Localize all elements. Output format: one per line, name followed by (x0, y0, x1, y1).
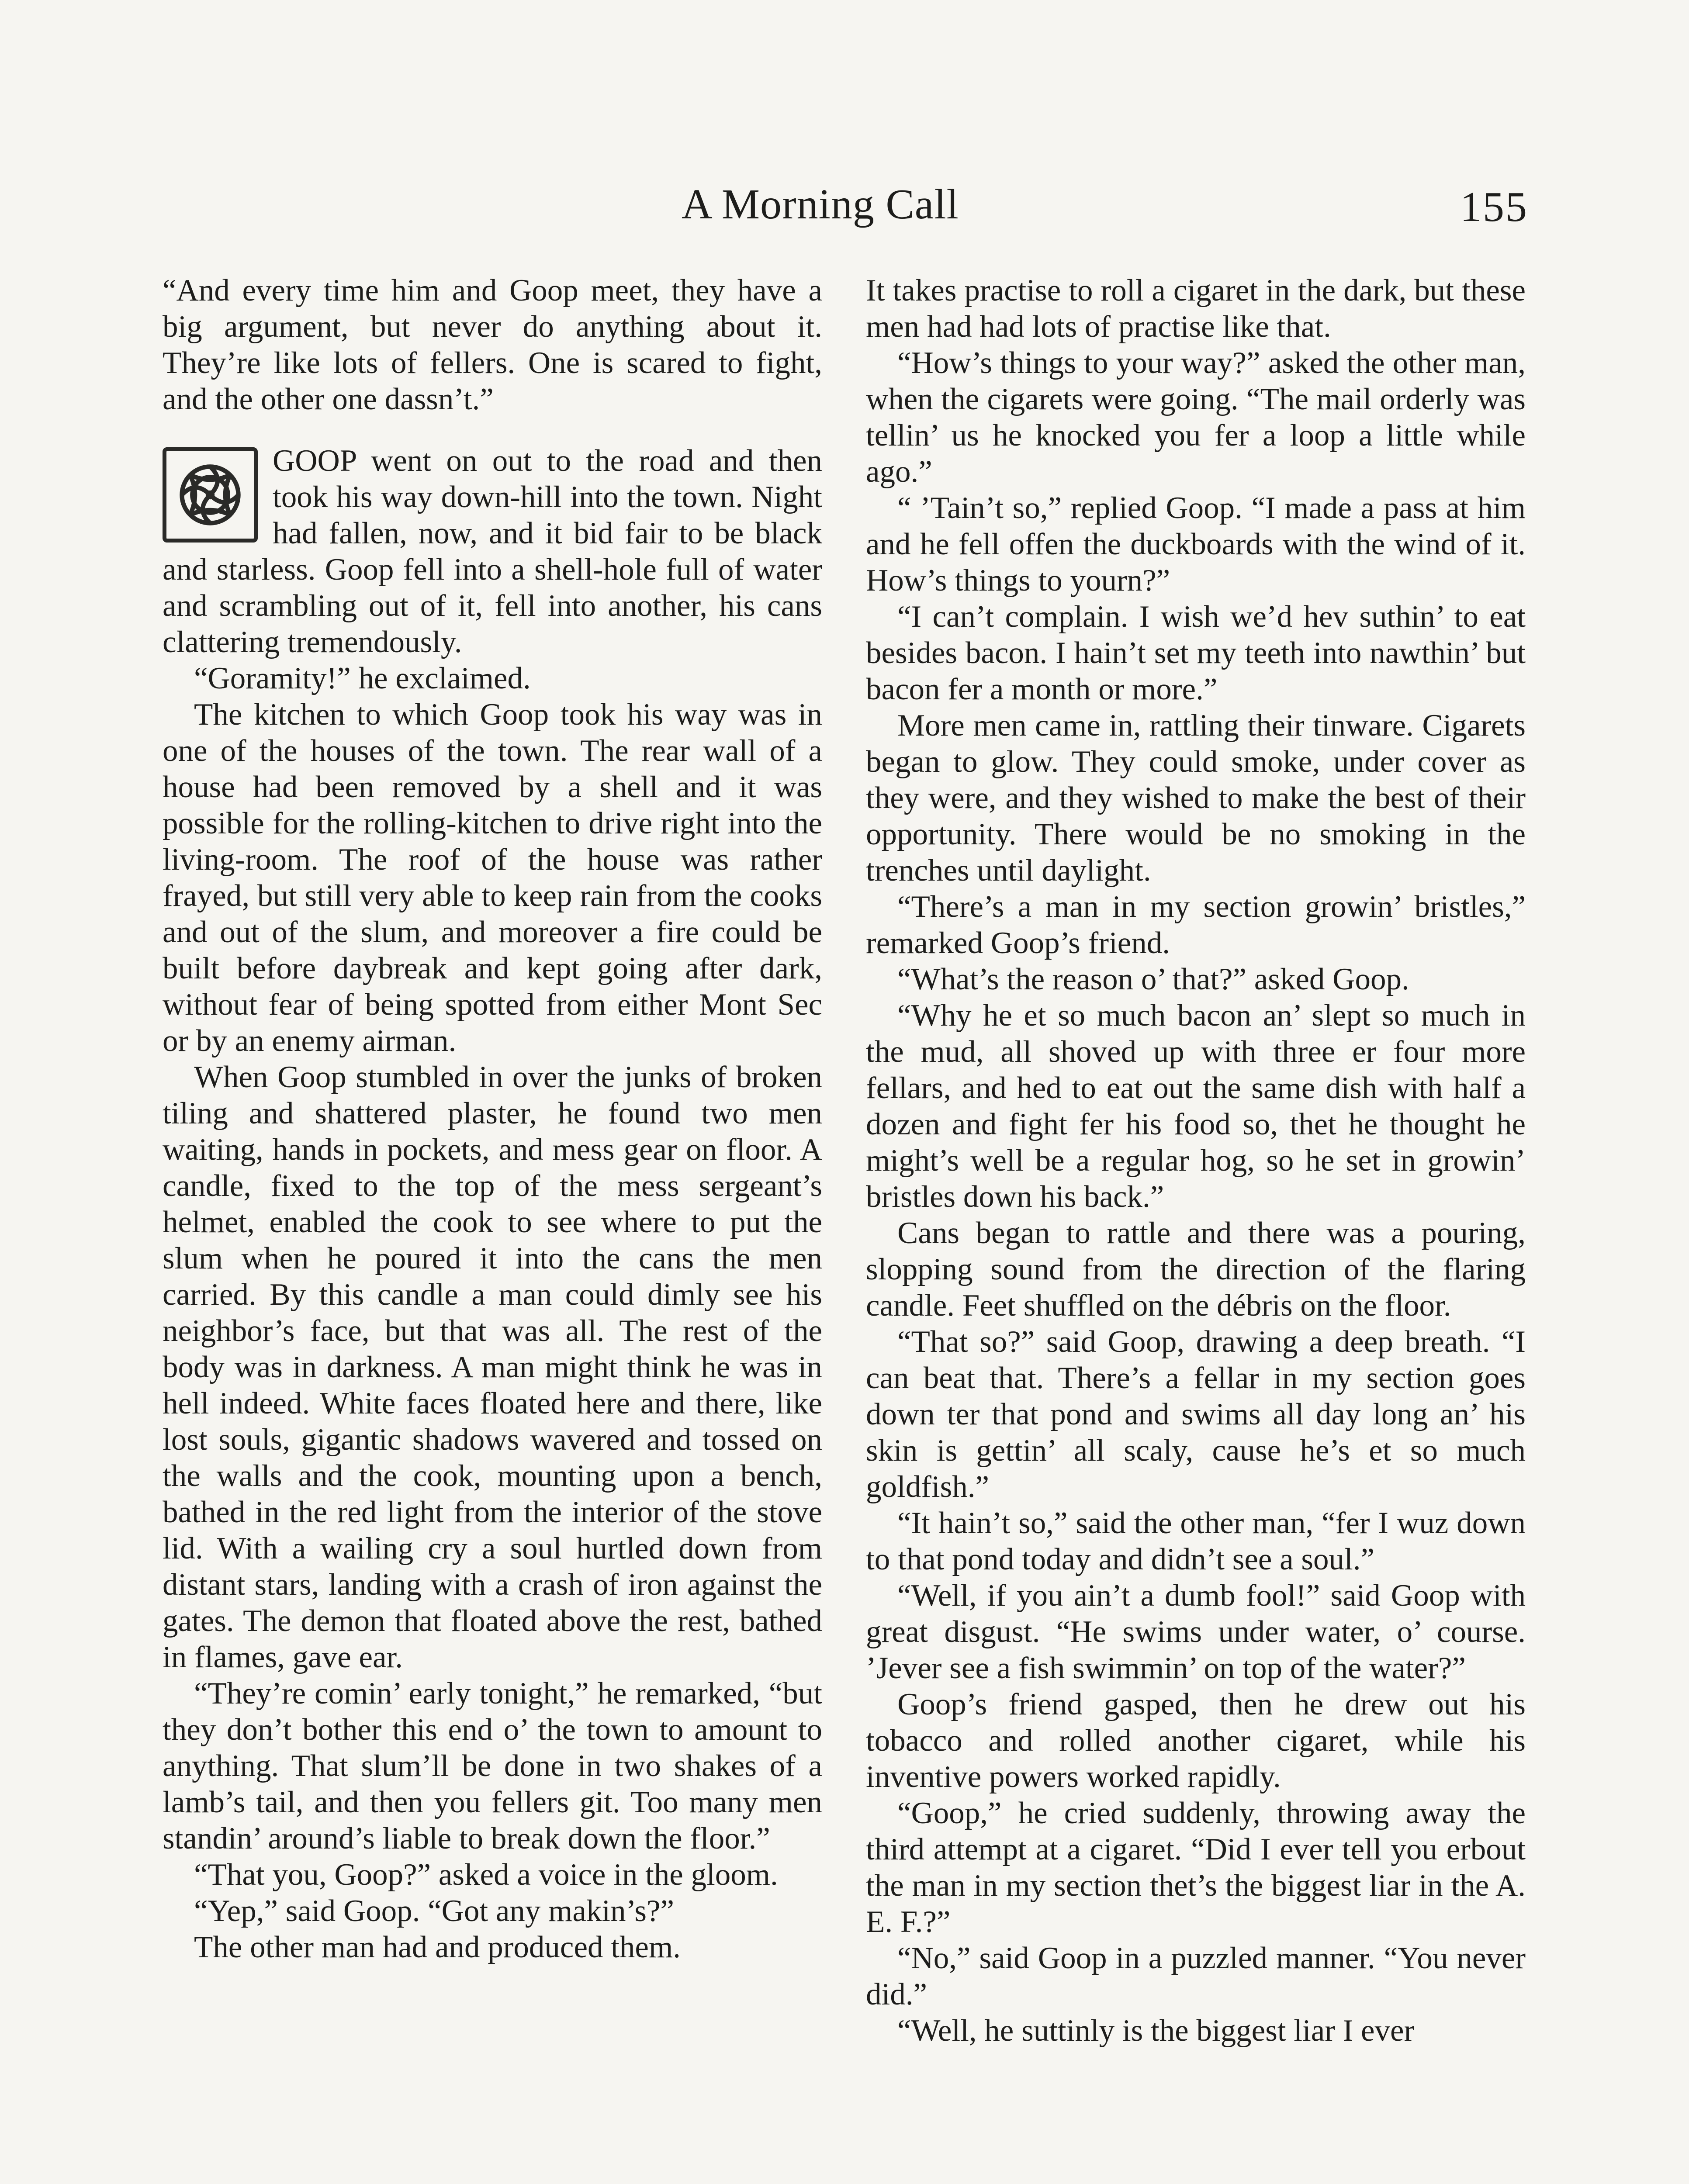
paragraph: “Well, if you ain’t a dumb fool!” said Goop with great disgust. “He swims under water, o’ course. ’Jever see a fish swimmin’ on top of the water?” (866, 1579, 1526, 1685)
section-opening-paragraph (163, 443, 822, 660)
paragraph: “ ’Tain’t so,” replied Goop. “I made a pass at him and he fell offen the duckboards with the wind of it. How’s things to yourn?” (866, 491, 1526, 598)
paragraph: “I can’t complain. I wish we’d hev suthin’ to eat besides bacon. I hain’t set my teeth into nawthin’ but bacon fer a month or more.” (866, 600, 1526, 706)
paragraph: “Why he et so much bacon an’ slept so much in the mud, all shoved up with three er four more fellars, and hed to eat out the same dish with half a dozen and fight fer his food so, thet he thought he might’s well be a regular hog, so he set in growin’ bristles down his back.” (866, 999, 1526, 1214)
paragraph: The other man had and produced them. (194, 1930, 681, 1964)
paragraph: “And every time him and Goop meet, they have a big argument, but never do anything about it. They’re like lots of fellers. One is scared to fight, and the other one dassn’t.” (163, 273, 822, 416)
paragraph: “How’s things to your way?” asked the other man, when the cigarets were going. “The mail orderly was tellin’ us he knocked you fer a loop a little while ago.” (866, 346, 1526, 489)
paragraph: “That so?” said Goop, drawing a deep breath. “I can beat that. There’s a fellar in my section goes down ter that pond and swims all day long an’ his skin is gettin’ all scaly, cause he’s et so much goldfish.” (866, 1325, 1526, 1504)
paragraph: “It hain’t so,” said the other man, “fer I wuz down to that pond today and didn’t see a soul.” (866, 1506, 1526, 1576)
paragraph: The kitchen to which Goop took his way was in one of the houses of the town. The rear wall of a house had been removed by a shell and it was possible for the rolling-kitchen to drive right into the living-room. The roof of the house was rather frayed, but still very able to keep rain from the cooks and out of the slum, and moreover a fire could be built before daybreak and kept going after dark, without fear of being spotted from either Mont Sec or by an enemy airman. (163, 698, 822, 1058)
paragraph: “What’s the reason o’ that?” asked Goop. (897, 962, 1409, 996)
paragraph: “Goramity!” he exclaimed. (194, 661, 531, 695)
running-title: A Morning Call (682, 181, 959, 228)
paragraph: Cans began to rattle and there was a pouring, slopping sound from the direction of the flaring candle. Feet shuffled on the débris on the floor. (866, 1216, 1526, 1323)
paragraph: More men came in, rattling their tinware. Cigarets began to glow. They could smoke, under cover as they were, and they wished to make the best of their opportunity. There would be no smoking in the trenches until daylight. (866, 708, 1526, 888)
paragraph: Goop’s friend gasped, then he drew out his tobacco and rolled another cigaret, while his inventive powers worked rapidly. (866, 1687, 1526, 1794)
paragraph: “Goop,” he cried suddenly, throwing away the third attempt at a cigaret. “Did I ever tell you erbout the man in my section thet’s the biggest liar in the A. E. F.?” (866, 1796, 1526, 1939)
paragraph: “Yep,” said Goop. “Got any makin’s?” (194, 1894, 674, 1928)
running-head (0, 178, 1689, 231)
right-column (866, 273, 1526, 2184)
paragraph: “They’re comin’ early tonight,” he remarked, “but they don’t bother this end o’ the town to amount to anything. That slum’ll be done in two shakes of a lamb’s tail, and then you fellers git. Too many men standin’ around’s liable to break down the floor.” (163, 1676, 822, 1856)
paragraph-text: GOOP went on out to the road and then took his way down-hill into the town. Night had fallen, now, and it bid fair to be black and starless. Goop fell into a shell-hole full of water and scrambling out of it, fell into another, his cans clattering tremendously. (163, 444, 822, 659)
paragraph: “No,” said Goop in a puzzled manner. “You never did.” (866, 1941, 1526, 2011)
page-number: 155 (1460, 183, 1528, 231)
celtic-knot-icon (163, 447, 258, 543)
paragraph: “That you, Goop?” asked a voice in the gloom. (194, 1858, 778, 1892)
paragraph: When Goop stumbled in over the junks of broken tiling and shattered plaster, he found two men waiting, hands in pockets, and mess gear on floor. A candle, fixed to the top of the mess sergeant’s helmet, enabled the cook to see where to put the slum when he poured it into the cans the men carried. By this candle a man could dimly see his neighbor’s face, but that was all. The rest of the body was in darkness. A man might think he was in hell indeed. White faces floated here and there, like lost souls, gigantic shadows wavered and tossed on the walls and the cook, mounting upon a bench, bathed in the red light from the interior of the stove lid. With a wailing cry a soul hurtled down from distant stars, landing with a crash of iron against the gates. The demon that floated above the rest, bathed in flames, gave ear. (163, 1060, 822, 1674)
paragraph: “Well, he suttinly is the biggest liar I ever (897, 2014, 1415, 2048)
left-column (163, 273, 822, 2184)
paragraph: “There’s a man in my section growin’ bristles,” remarked Goop’s friend. (866, 890, 1526, 960)
paragraph: It takes practise to roll a cigaret in the dark, but these men had had lots of practise like that. (866, 273, 1526, 344)
